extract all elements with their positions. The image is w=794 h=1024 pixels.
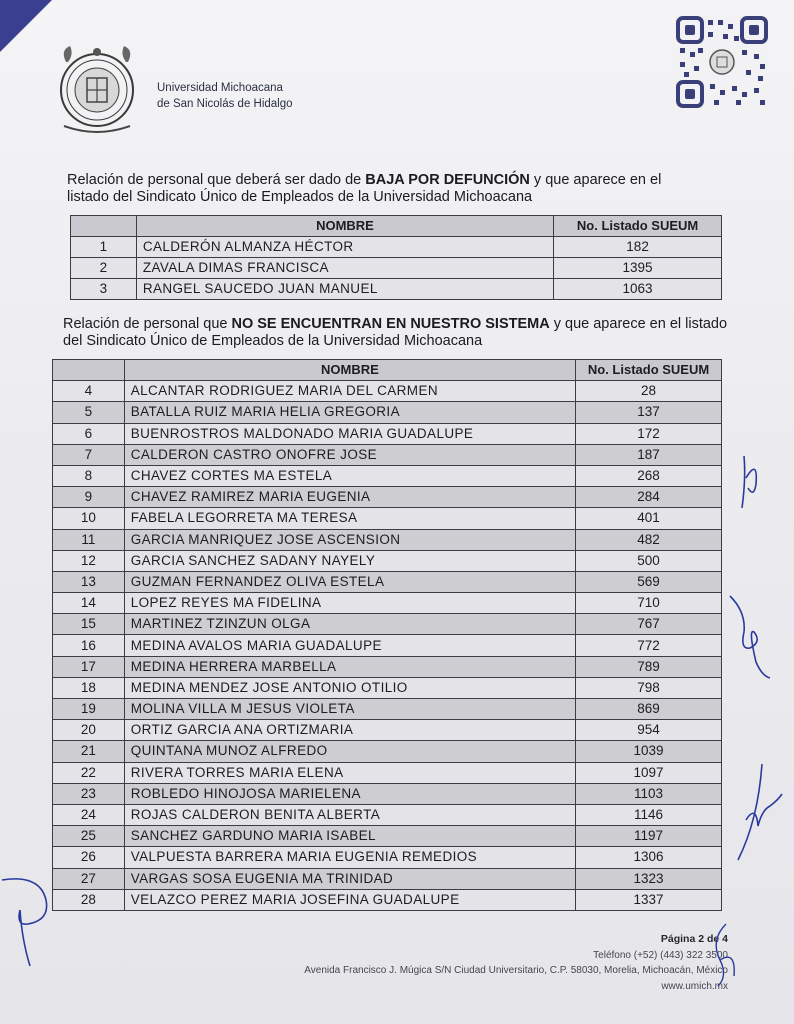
table-row xyxy=(53,529,722,550)
row-number: 18 xyxy=(53,677,125,698)
row-number: 22 xyxy=(53,762,125,783)
row-nombre: GARCIA MANRIQUEZ JOSE ASCENSION xyxy=(124,529,575,550)
row-number: 9 xyxy=(53,487,125,508)
row-listado: 268 xyxy=(576,465,722,486)
row-listado: 401 xyxy=(576,508,722,529)
row-number: 12 xyxy=(53,550,125,571)
row-listado: 710 xyxy=(576,593,722,614)
table-row xyxy=(53,550,722,571)
row-listado: 187 xyxy=(576,444,722,465)
row-nombre: FABELA LEGORRETA MA TERESA xyxy=(124,508,575,529)
row-listado: 482 xyxy=(576,529,722,550)
row-number: 25 xyxy=(53,826,125,847)
row-nombre: SANCHEZ GARDUNO MARIA ISABEL xyxy=(124,826,575,847)
university-name xyxy=(157,80,293,112)
section1-intro xyxy=(67,172,661,206)
row-listado: 284 xyxy=(576,487,722,508)
row-listado: 954 xyxy=(576,720,722,741)
row-number: 27 xyxy=(53,868,125,889)
row-number: 19 xyxy=(53,699,125,720)
section2-intro-text-end: y que aparece en el listado xyxy=(549,316,728,332)
section1-intro-text: Relación de personal que deberá ser dado de xyxy=(67,172,366,188)
row-listado: 1097 xyxy=(576,762,722,783)
section1-intro-text-end: y que aparece en el xyxy=(529,172,662,188)
col-nombre-header: NOMBRE xyxy=(136,216,553,237)
section2-intro xyxy=(63,316,727,350)
row-listado: 1039 xyxy=(576,741,722,762)
signature-initial-1 xyxy=(736,448,766,518)
signature-footer xyxy=(706,920,746,990)
row-number: 17 xyxy=(53,656,125,677)
table-row xyxy=(53,402,722,423)
row-listado: 772 xyxy=(576,635,722,656)
table-row xyxy=(53,741,722,762)
row-nombre: QUINTANA MUNOZ ALFREDO xyxy=(124,741,575,762)
row-nombre: GARCIA SANCHEZ SADANY NAYELY xyxy=(124,550,575,571)
row-number: 21 xyxy=(53,741,125,762)
row-nombre: ZAVALA DIMAS FRANCISCA xyxy=(136,258,553,279)
row-nombre: CALDERÓN ALMANZA HÉCTOR xyxy=(136,237,553,258)
row-nombre: GUZMAN FERNANDEZ OLIVA ESTELA xyxy=(124,571,575,592)
row-number: 13 xyxy=(53,571,125,592)
col-num-header xyxy=(71,216,137,237)
section2-intro-text: Relación de personal que xyxy=(63,316,232,332)
col-listado-header: No. Listado SUEUM xyxy=(554,216,722,237)
table-row xyxy=(53,593,722,614)
row-nombre: ROJAS CALDERON BENITA ALBERTA xyxy=(124,804,575,825)
corner-accent xyxy=(0,0,60,60)
row-number: 1 xyxy=(71,237,137,258)
row-listado: 1395 xyxy=(554,258,722,279)
row-number: 20 xyxy=(53,720,125,741)
row-number: 4 xyxy=(53,381,125,402)
row-nombre: ORTIZ GARCIA ANA ORTIZMARIA xyxy=(124,720,575,741)
row-listado: 182 xyxy=(554,237,722,258)
row-listado: 172 xyxy=(576,423,722,444)
defunciones-table xyxy=(70,215,722,300)
university-seal-icon xyxy=(54,42,140,134)
signature-initial-3 xyxy=(728,760,784,870)
row-nombre: MOLINA VILLA M JESUS VIOLETA xyxy=(124,699,575,720)
row-nombre: VARGAS SOSA EUGENIA MA TRINIDAD xyxy=(124,868,575,889)
university-name-line1: Universidad Michoacana xyxy=(157,82,283,94)
table-row xyxy=(53,889,722,910)
row-listado: 1337 xyxy=(576,889,722,910)
row-listado: 1063 xyxy=(554,279,722,300)
row-listado: 767 xyxy=(576,614,722,635)
row-nombre: MEDINA HERRERA MARBELLA xyxy=(124,656,575,677)
table-row xyxy=(53,635,722,656)
table-row xyxy=(53,762,722,783)
row-listado: 789 xyxy=(576,656,722,677)
page-number: Página 2 de 4 xyxy=(660,933,728,945)
row-nombre: ALCANTAR RODRIGUEZ MARIA DEL CARMEN xyxy=(124,381,575,402)
col-nombre-header: NOMBRE xyxy=(124,360,575,381)
table-row xyxy=(53,826,722,847)
row-nombre: VALPUESTA BARRERA MARIA EUGENIA REMEDIOS xyxy=(124,847,575,868)
table-row xyxy=(71,279,722,300)
row-number: 14 xyxy=(53,593,125,614)
row-number: 16 xyxy=(53,635,125,656)
row-listado: 28 xyxy=(576,381,722,402)
table-row xyxy=(53,868,722,889)
row-number: 8 xyxy=(53,465,125,486)
footer-address: Avenida Francisco J. Múgica S/N Ciudad Universitario, C.P. 58030, Morelia, Michoacán, México xyxy=(304,965,728,976)
row-listado: 137 xyxy=(576,402,722,423)
row-nombre: CHAVEZ CORTES MA ESTELA xyxy=(124,465,575,486)
table-row xyxy=(53,614,722,635)
row-number: 26 xyxy=(53,847,125,868)
section2-intro-line2: del Sindicato Único de Empleados de la Universidad Michoacana xyxy=(63,333,483,349)
row-nombre: BATALLA RUIZ MARIA HELIA GREGORIA xyxy=(124,402,575,423)
table-row xyxy=(53,465,722,486)
table-row xyxy=(53,444,722,465)
row-number: 7 xyxy=(53,444,125,465)
table-row xyxy=(53,487,722,508)
section1-intro-line2: listado del Sindicato Único de Empleados de la Universidad Michoacana xyxy=(67,189,533,205)
university-name-line2: de San Nicolás de Hidalgo xyxy=(157,98,293,110)
row-number: 28 xyxy=(53,889,125,910)
row-listado: 569 xyxy=(576,571,722,592)
row-listado: 798 xyxy=(576,677,722,698)
row-number: 23 xyxy=(53,783,125,804)
table-row xyxy=(53,804,722,825)
col-listado-header: No. Listado SUEUM xyxy=(576,360,722,381)
no-sistema-table xyxy=(52,359,722,911)
row-listado: 1323 xyxy=(576,868,722,889)
row-listado: 1197 xyxy=(576,826,722,847)
row-number: 3 xyxy=(71,279,137,300)
row-nombre: VELAZCO PEREZ MARIA JOSEFINA GUADALUPE xyxy=(124,889,575,910)
table-row xyxy=(53,783,722,804)
section2-intro-bold: NO SE ENCUENTRAN EN NUESTRO SISTEMA xyxy=(231,316,550,332)
row-number: 15 xyxy=(53,614,125,635)
row-number: 6 xyxy=(53,423,125,444)
footer-phone: Teléfono (+52) (443) 322 3500 xyxy=(593,950,728,961)
row-nombre: LOPEZ REYES MA FIDELINA xyxy=(124,593,575,614)
row-listado: 1306 xyxy=(576,847,722,868)
table-header-row xyxy=(53,360,722,381)
row-nombre: MEDINA AVALOS MARIA GUADALUPE xyxy=(124,635,575,656)
table-header-row xyxy=(71,216,722,237)
col-num-header xyxy=(53,360,125,381)
row-nombre: MARTINEZ TZINZUN OLGA xyxy=(124,614,575,635)
table-row xyxy=(53,677,722,698)
row-number: 24 xyxy=(53,804,125,825)
row-nombre: MEDINA MENDEZ JOSE ANTONIO OTILIO xyxy=(124,677,575,698)
table-row xyxy=(53,508,722,529)
table-row xyxy=(71,237,722,258)
signature-left-margin xyxy=(0,870,60,970)
row-listado: 1103 xyxy=(576,783,722,804)
qr-code-icon[interactable] xyxy=(676,16,768,108)
row-nombre: CALDERON CASTRO ONOFRE JOSE xyxy=(124,444,575,465)
row-listado: 1146 xyxy=(576,804,722,825)
table-row xyxy=(53,656,722,677)
table-row xyxy=(53,847,722,868)
table-row xyxy=(53,699,722,720)
table-row xyxy=(53,381,722,402)
row-number: 5 xyxy=(53,402,125,423)
signature-initial-2 xyxy=(726,592,774,682)
table-row xyxy=(53,720,722,741)
row-nombre: RIVERA TORRES MARIA ELENA xyxy=(124,762,575,783)
row-nombre: BUENROSTROS MALDONADO MARIA GUADALUPE xyxy=(124,423,575,444)
footer-website[interactable]: www.umich.mx xyxy=(661,981,728,992)
table-row xyxy=(53,571,722,592)
row-nombre: RANGEL SAUCEDO JUAN MANUEL xyxy=(136,279,553,300)
row-number: 11 xyxy=(53,529,125,550)
row-number: 10 xyxy=(53,508,125,529)
section1-intro-bold: BAJA POR DEFUNCIÓN xyxy=(365,172,530,188)
row-listado: 500 xyxy=(576,550,722,571)
row-listado: 869 xyxy=(576,699,722,720)
row-number: 2 xyxy=(71,258,137,279)
table-row xyxy=(53,423,722,444)
row-nombre: ROBLEDO HINOJOSA MARIELENA xyxy=(124,783,575,804)
row-nombre: CHAVEZ RAMIREZ MARIA EUGENIA xyxy=(124,487,575,508)
table-row xyxy=(71,258,722,279)
